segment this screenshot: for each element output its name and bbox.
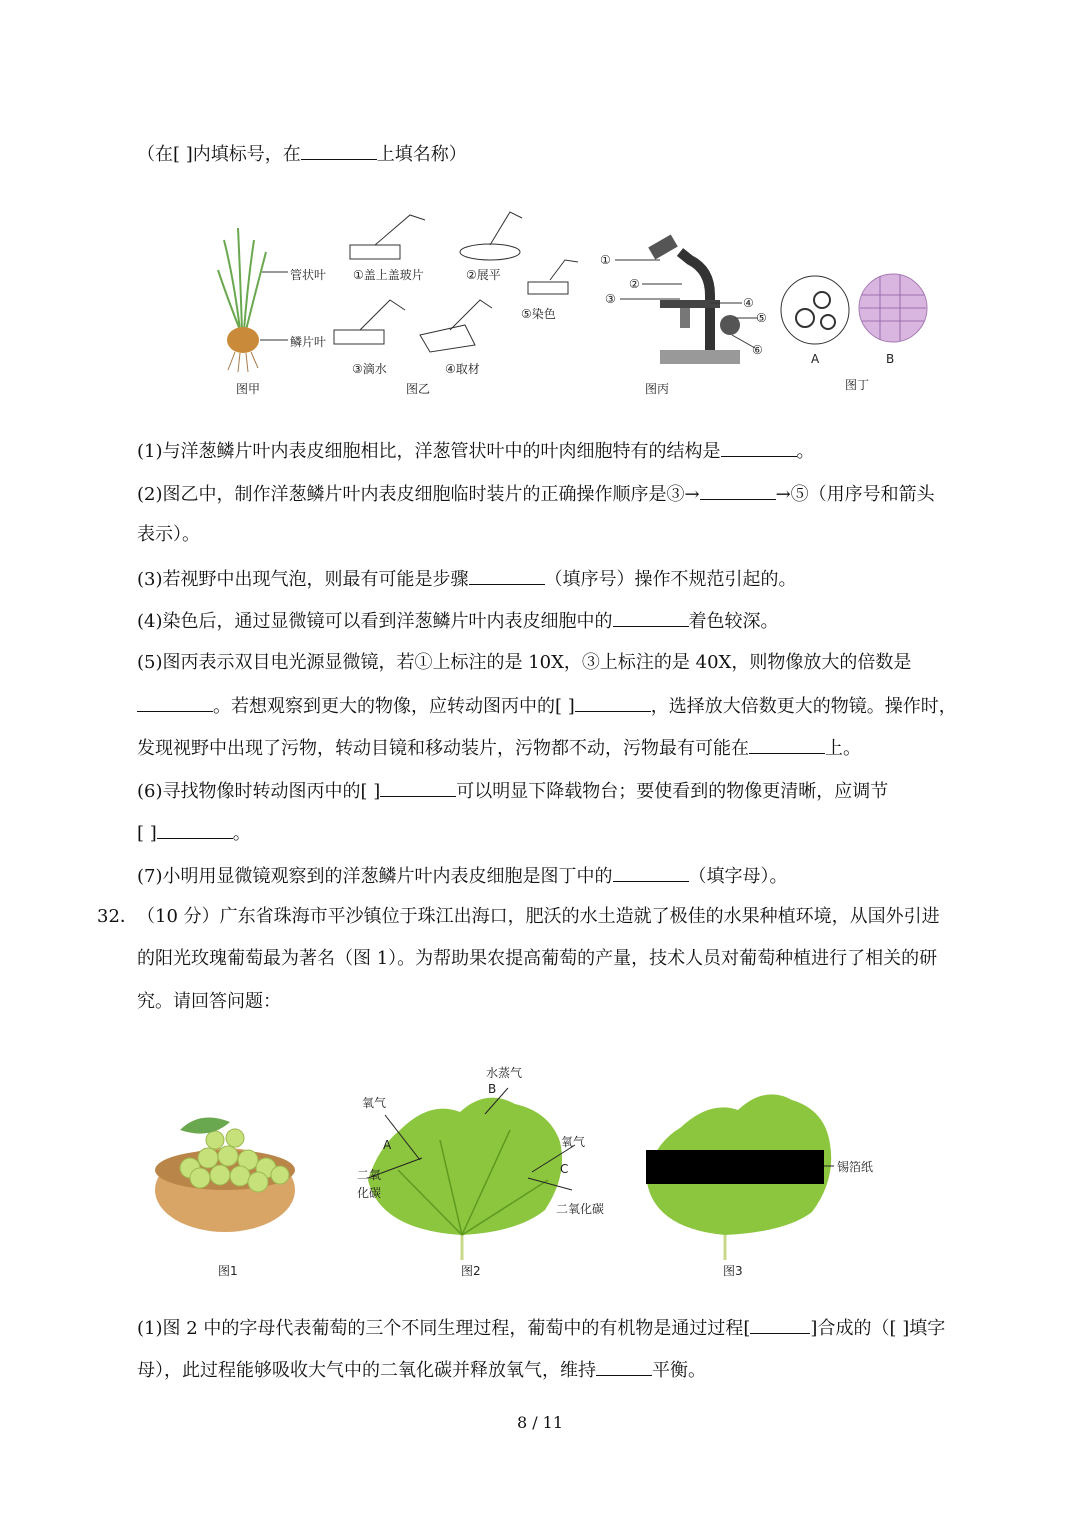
grape-basket-illustration <box>155 1118 295 1233</box>
q31-part-6: (6)寻找物像时转动图丙中的[ ] 可以明显下降载物台；要使看到的物像更清晰，应调节 <box>137 778 888 804</box>
q32-intro-line-2: 的阳光玫瑰葡萄最为著名（图 1）。为帮助果农提高葡萄的产量，技术人员对葡萄种植进行了相关的研 <box>137 948 938 969</box>
microscope-illustration <box>615 234 758 364</box>
q32-part-1-cont: 母），此过程能够吸收大气中的二氧化碳并释放氧气，维持 平衡。 <box>137 1357 706 1383</box>
microscope-part-1: ① <box>600 253 611 267</box>
label-process-c: C <box>560 1162 569 1176</box>
label-scale-leaf: 鳞片叶 <box>290 335 327 349</box>
blank <box>301 141 377 160</box>
q31-part-5-cont: 。若想观察到更大的物像，应转动图丙中的[ ] ，选择放大倍数更大的物镜。操作时， <box>137 693 957 719</box>
label-co2-a-line2: 化碳 <box>357 1186 382 1200</box>
label-step-1: ①盖上盖玻片 <box>353 268 424 282</box>
label-tubular-leaf: 管状叶 <box>290 268 327 282</box>
label-co2-a-line1: 二氧 <box>357 1168 382 1182</box>
label-step-4: ④取材 <box>445 362 480 376</box>
caption-fig-jia: 图甲 <box>236 382 261 396</box>
caption-fig-2: 图2 <box>461 1264 481 1278</box>
caption-fig-yi: 图乙 <box>406 382 431 396</box>
microscope-part-5: ⑤ <box>756 311 767 325</box>
q31-part-3: (3)若视野中出现气泡，则最有可能是步骤 （填序号）操作不规范引起的。 <box>137 566 797 592</box>
label-step-5: ⑤染色 <box>521 307 556 321</box>
label-oxygen-a: 氧气 <box>362 1096 387 1110</box>
label-co2-c: 二氧化碳 <box>556 1202 605 1216</box>
microscope-part-2: ② <box>629 277 640 291</box>
q31-part-7: (7)小明用显微镜观察到的洋葱鳞片叶内表皮细胞是图丁中的 （填字母）。 <box>137 863 788 889</box>
cell-label-a: A <box>811 352 820 366</box>
label-oxygen-c: 氧气 <box>561 1135 586 1149</box>
question-number: 32． <box>97 906 138 927</box>
q31-part-1: (1)与洋葱鳞片叶内表皮细胞相比，洋葱管状叶中的叶肉细胞特有的结构是 。 <box>137 438 815 464</box>
grape-leaf-fig3 <box>646 1094 834 1260</box>
grape-leaf-fig2 <box>368 1088 575 1260</box>
label-step-2: ②展平 <box>466 268 501 282</box>
q31-part-5: (5)图丙表示双目电光源显微镜，若①上标注的是 10X，③上标注的是 40X，则物像放大的倍数是 <box>137 652 912 673</box>
microscope-part-6: ⑥ <box>752 343 763 357</box>
q32-part-1: (1)图 2 中的字母代表葡萄的三个不同生理过程，葡萄中的有机物是通过过程[ ]合成的（[ ]填字 <box>137 1315 945 1341</box>
label-water-vapor: 水蒸气 <box>486 1066 523 1080</box>
fill-instruction: （在[ ]内填标号，在 上填名称） <box>137 141 467 167</box>
q31-part-2-cont: 表示）。 <box>137 524 200 545</box>
grape-figures <box>140 1060 900 1260</box>
q31-part-6-cont: [ ] 。 <box>137 820 251 846</box>
caption-fig-3: 图3 <box>723 1264 743 1278</box>
microscope-part-4: ④ <box>743 296 754 310</box>
onion-experiment-figures <box>210 200 950 400</box>
q32-intro-line-3: 究。请回答问题： <box>137 991 281 1012</box>
label-tin-foil: 锡箔纸 <box>837 1160 874 1174</box>
caption-fig-1: 图1 <box>218 1264 238 1278</box>
label-step-3: ③滴水 <box>352 362 387 376</box>
q31-part-5-cont2: 发现视野中出现了污物，转动目镜和移动装片，污物都不动，污物最有可能在 上。 <box>137 735 861 761</box>
cell-label-b: B <box>886 352 895 366</box>
q31-part-4: (4)染色后，通过显微镜可以看到洋葱鳞片叶内表皮细胞中的 着色较深。 <box>137 608 779 634</box>
q32-intro-line-1: （10 分）广东省珠海市平沙镇位于珠江出海口，肥沃的水土造就了极佳的水果种植环境，从国外引进 <box>137 906 940 927</box>
label-process-b: B <box>488 1082 497 1096</box>
q31-part-2: (2)图乙中，制作洋葱鳞片叶内表皮细胞临时装片的正确操作顺序是③→ →⑤（用序号和箭头 <box>137 481 935 507</box>
foil-strip <box>646 1150 824 1184</box>
page-number: 8 / 11 <box>516 1413 564 1432</box>
caption-fig-ding: 图丁 <box>845 378 870 392</box>
microscope-part-3: ③ <box>605 292 616 306</box>
onion-plant-illustration <box>218 228 288 372</box>
caption-fig-bing: 图丙 <box>645 382 670 396</box>
label-process-a: A <box>383 1138 392 1152</box>
cell-views <box>781 274 927 344</box>
